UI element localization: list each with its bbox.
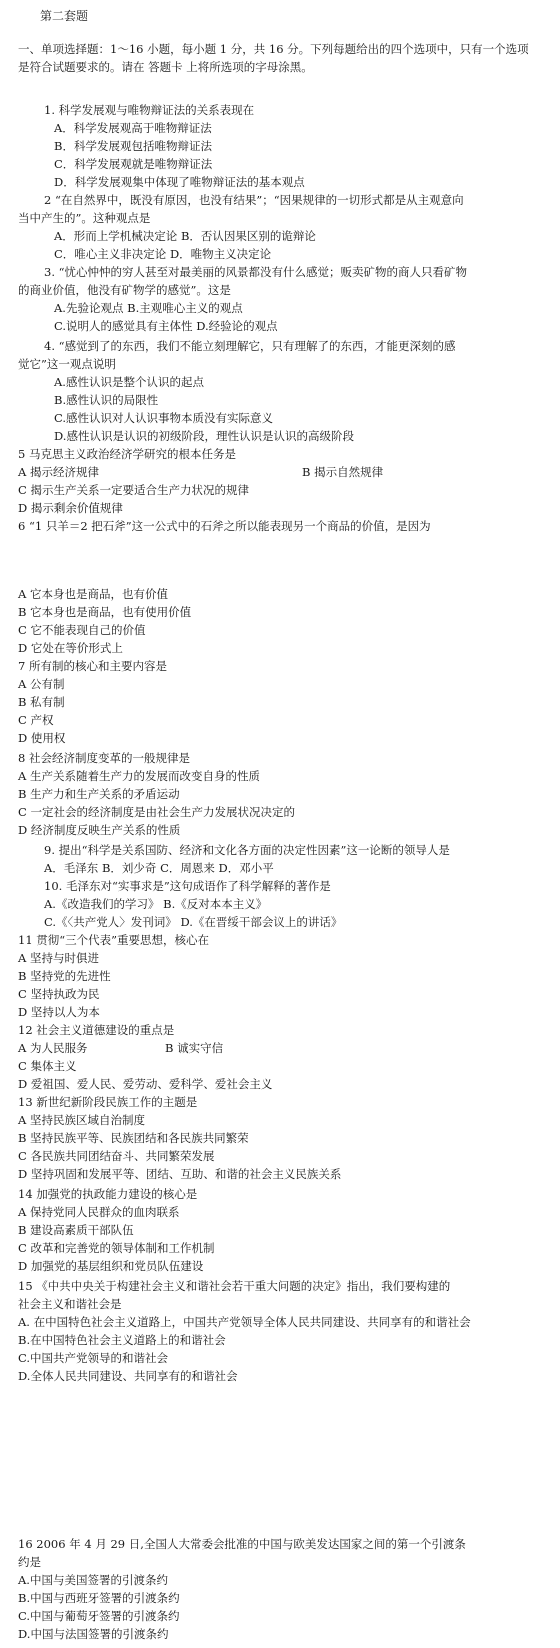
text-line: A 为人民服务 [18,1041,88,1055]
text-line: 5 马克思主义政治经济学研究的根本任务是 [18,447,236,461]
text-line: D．科学发展观集中体现了唯物辩证法的基本观点 [54,175,305,189]
text-line: D 坚持以人为本 [18,1005,100,1019]
text-line: 9. 提出“科学是关系国防、经济和文化各方面的决定性因素”这一论断的领导人是 [44,843,450,857]
text-line: C 各民族共同团结奋斗、共同繁荣发展 [18,1149,215,1163]
text-line: 3. “忧心忡忡的穷人甚至对最美丽的风景都没有什么感觉；贩卖矿物的商人只看矿物 [44,265,468,279]
text-line: A．毛泽东 B．刘少奇 C．周恩来 D．邓小平 [44,861,274,875]
text-line: D.感性认识是认识的初级阶段，理性认识是认识的高级阶段 [54,429,354,443]
text-line: 6 “1 只羊＝2 把石斧”这一公式中的石斧之所以能表现另一个商品的价值，是因为 [18,519,431,533]
text-line: B 诚实守信 [165,1041,224,1055]
text-line: A 公有制 [18,677,65,691]
text-line: B 生产力和生产关系的矛盾运动 [18,787,180,801]
text-line: B 坚持党的先进性 [18,969,111,983]
text-line: A 保持党同人民群众的血肉联系 [18,1205,180,1219]
text-line: B.感性认识的局限性 [54,393,159,407]
text-line: 约是 [18,1555,41,1569]
text-line: A 坚持民族区域自治制度 [18,1113,145,1127]
text-line: D 加强党的基层组织和党员队伍建设 [18,1259,204,1273]
text-line: C 产权 [18,713,54,727]
text-line: A 生产关系随着生产力的发展而改变自身的性质 [18,769,260,783]
text-line: C 它不能表现自己的价值 [18,623,146,637]
text-line: B．科学发展观包括唯物辩证法 [54,139,212,153]
text-line: 2 “在自然界中，既没有原因，也没有结果”；“因果规律的一切形式都是从主观意向 [44,193,464,207]
text-line: B 建设高素质干部队伍 [18,1223,134,1237]
text-line: C 揭示生产关系一定要适合生产力状况的规律 [18,483,249,497]
text-line: A 坚持与时俱进 [18,951,99,965]
text-line: A.感性认识是整个认识的起点 [54,375,204,389]
text-line: 4. “感觉到了的东西，我们不能立刻理解它，只有理解了的东西，才能更深刻的感 [44,339,456,353]
text-line: B 它本身也是商品，也有使用价值 [18,605,192,619]
text-line: 7 所有制的核心和主要内容是 [18,659,167,673]
text-line: C．唯心主义非决定论 D．唯物主义决定论 [54,247,272,261]
text-line: A. 在中国特色社会主义道路上，中国共产党领导全体人民共同建设、共同享有的和谐社会 [18,1315,471,1329]
text-line: C 坚持执政为民 [18,987,100,1001]
page-title: 第二套题 [40,9,89,23]
text-line: D 爱祖国、爱人民、爱劳动、爱科学、爱社会主义 [18,1077,273,1091]
text-line: C 集体主义 [18,1059,77,1073]
text-line: 10. 毛泽东对“实事求是”这句成语作了科学解释的著作是 [44,879,331,893]
text-line: A 揭示经济规律 [18,465,99,479]
text-line: B 揭示自然规律 [302,465,384,479]
text-line: 12 社会主义道德建设的重点是 [18,1023,175,1037]
text-line: C 一定社会的经济制度是由社会生产力发展状况决定的 [18,805,295,819]
text-line: D 它处在等价形式上 [18,641,123,655]
text-line: C．科学发展观就是唯物辩证法 [54,157,213,171]
text-line: 的商业价值，他没有矿物学的感觉”。这是 [18,283,231,297]
text-line: C.感性认识对人认识事物本质没有实际意义 [54,411,274,425]
text-line: A．形而上学机械决定论 B．否认因果区别的诡辩论 [54,229,316,243]
text-line: D 使用权 [18,731,66,745]
text-line: C.说明人的感觉具有主体性 D.经验论的观点 [54,319,278,333]
text-line: A.中国与美国签署的引渡条约 [18,1573,168,1587]
text-line: D.中国与法国签署的引渡条约 [18,1627,169,1641]
text-line: B.中国与西班牙签署的引渡条约 [18,1591,180,1605]
text-line: 1. 科学发展观与唯物辩证法的关系表现在 [44,103,255,117]
text-line: 觉它”这一观点说明 [18,357,116,371]
text-line: 社会主义和谐社会是 [18,1297,122,1311]
text-line: C.中国共产党领导的和谐社会 [18,1351,169,1365]
text-line: 13 新世纪新阶段民族工作的主题是 [18,1095,198,1109]
text-line: D 坚持巩固和发展平等、团结、互助、和谐的社会主义民族关系 [18,1167,342,1181]
text-line: B.在中国特色社会主义道路上的和谐社会 [18,1333,226,1347]
text-line: 当中产生的”。这种观点是 [18,211,151,225]
text-line: D 经济制度反映生产关系的性质 [18,823,181,837]
text-line: A.《改造我们的学习》 B.《反对本本主义》 [44,897,268,911]
text-line: 15 《中共中央关于构建社会主义和谐社会若干重大问题的决定》指出，我们要构建的 [18,1279,451,1293]
text-line: 8 社会经济制度变革的一般规律是 [18,751,190,765]
text-line: A．科学发展观高于唯物辩证法 [54,121,212,135]
text-line: B 坚持民族平等、民族团结和各民族共同繁荣 [18,1131,249,1145]
text-line: A 它本身也是商品，也有价值 [18,587,168,601]
text-line: D 揭示剩余价值规律 [18,501,123,515]
text-line: C.中国与葡萄牙签署的引渡条约 [18,1609,180,1623]
text-line: D.全体人民共同建设、共同享有的和谐社会 [18,1369,238,1383]
text-line: B 私有制 [18,695,65,709]
text-line: C 改革和完善党的领导体制和工作机制 [18,1241,215,1255]
text-line: 11 贯彻“三个代表”重要思想，核心在 [18,933,210,947]
text-line: C.《〈共产党人〉发刊词》 D.《在晋绥干部会议上的讲话》 [44,915,343,929]
text-line: 16 2006 年 4 月 29 日,全国人大常委会批准的中国与欧美发达国家之间的第一个引渡条 [18,1537,466,1551]
text-line: 14 加强党的执政能力建设的核心是 [18,1187,198,1201]
instructions-paragraph: 一、单项选择题：1～16 小题，每小题 1 分，共 16 分。下列每题给出的四个选项中，只有一个选项是符合试题要求的。请在 答题卡 上将所选项的字母涂黑。 [18,42,529,74]
text-line: A.先验论观点 B.主观唯心主义的观点 [54,301,243,315]
